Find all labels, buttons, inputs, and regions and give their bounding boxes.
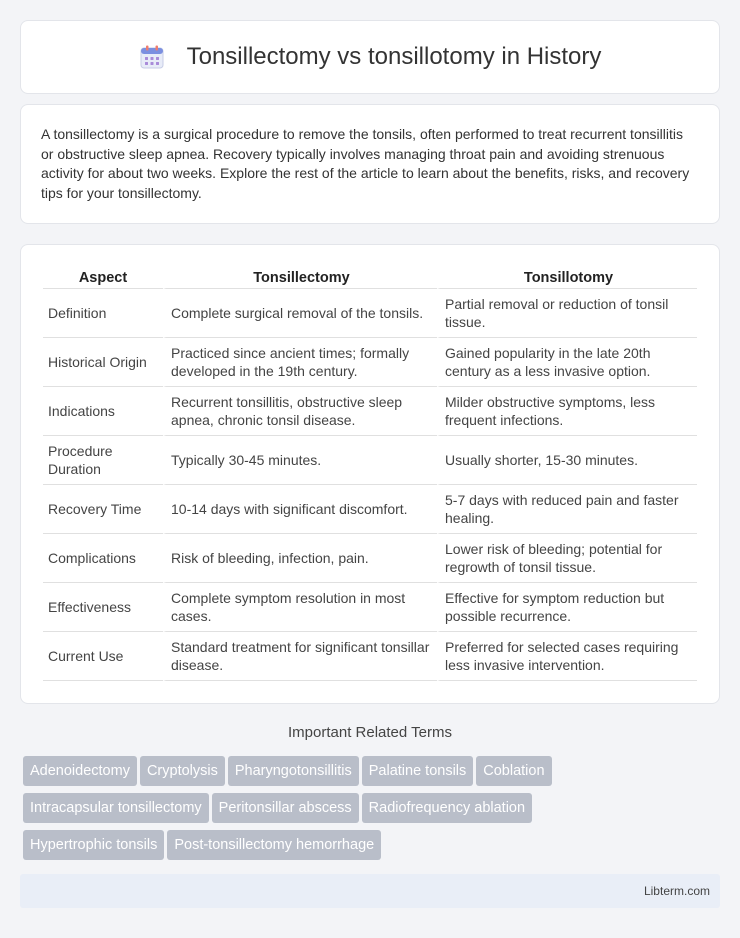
calendar-icon [139, 44, 165, 70]
table-row [43, 485, 697, 534]
row-tonsillotomy: 5-7 days with reduced pain and faster healing. [437, 485, 697, 534]
row-tonsillotomy: Usually shorter, 15-30 minutes. [437, 436, 697, 485]
table-row [43, 387, 697, 436]
row-aspect: Historical Origin [43, 338, 163, 387]
table-row [43, 583, 697, 632]
row-tonsillotomy: Preferred for selected cases requiring less invasive intervention. [437, 632, 697, 681]
row-aspect: Indications [43, 387, 163, 436]
table-row [43, 289, 697, 338]
row-tonsillotomy: Milder obstructive symptoms, less frequent infections. [437, 387, 697, 436]
row-aspect: Definition [43, 289, 163, 338]
related-term-tag[interactable]: Adenoidectomy [23, 756, 137, 786]
row-aspect: Complications [43, 534, 163, 583]
row-tonsillectomy: Typically 30-45 minutes. [163, 436, 437, 485]
table-row [43, 534, 697, 583]
table-row [43, 632, 697, 681]
related-term-tag[interactable]: Post-tonsillectomy hemorrhage [167, 830, 381, 860]
row-aspect: Effectiveness [43, 583, 163, 632]
row-tonsillectomy: Standard treatment for significant tonsillar disease. [163, 632, 437, 681]
row-tonsillectomy: Complete symptom resolution in most cases. [163, 583, 437, 632]
row-aspect: Procedure Duration [43, 436, 163, 485]
table-row [43, 338, 697, 387]
intro-text: A tonsillectomy is a surgical procedure to remove the tonsils, often performed to treat recurrent tonsillitis or obstructive sleep apnea. Recovery typically involves managing throat pain and avoiding strenuous activity for about two weeks. Explore the rest of the article to learn about the benefits, risks, and recovery tips for your tonsillectomy. [41, 126, 690, 201]
footer-site-link[interactable]: Libterm.com [643, 884, 710, 898]
related-term-tag[interactable]: Pharyngotonsillitis [228, 756, 359, 786]
related-terms-list [23, 756, 723, 867]
page-title: Tonsillectomy vs tonsillotomy in History [186, 43, 602, 70]
related-term-tag[interactable]: Coblation [476, 756, 551, 786]
related-term-tag[interactable]: Palatine tonsils [362, 756, 474, 786]
header-tonsillectomy: Tonsillectomy [163, 267, 437, 289]
intro-card [20, 104, 720, 224]
row-tonsillotomy: Partial removal or reduction of tonsil tissue. [437, 289, 697, 338]
related-term-tag[interactable]: Cryptolysis [140, 756, 225, 786]
header-tonsillotomy: Tonsillotomy [437, 267, 697, 289]
related-term-tag[interactable]: Radiofrequency ablation [362, 793, 532, 823]
row-tonsillectomy: Risk of bleeding, infection, pain. [163, 534, 437, 583]
title-card [20, 20, 720, 94]
row-aspect: Current Use [43, 632, 163, 681]
table-header-row [43, 267, 697, 289]
row-aspect: Recovery Time [43, 485, 163, 534]
comparison-table [43, 267, 697, 681]
related-term-tag[interactable]: Hypertrophic tonsils [23, 830, 164, 860]
row-tonsillectomy: Recurrent tonsillitis, obstructive sleep apnea, chronic tonsil disease. [163, 387, 437, 436]
row-tonsillotomy: Effective for symptom reduction but possible recurrence. [437, 583, 697, 632]
row-tonsillotomy: Gained popularity in the late 20th century as a less invasive option. [437, 338, 697, 387]
row-tonsillectomy: Practiced since ancient times; formally developed in the 19th century. [163, 338, 437, 387]
table-row [43, 436, 697, 485]
header-aspect: Aspect [43, 267, 163, 289]
related-terms-title: Important Related Terms [288, 724, 452, 741]
row-tonsillectomy: 10-14 days with significant discomfort. [163, 485, 437, 534]
row-tonsillectomy: Complete surgical removal of the tonsils. [163, 289, 437, 338]
comparison-table-card [20, 244, 720, 704]
related-term-tag[interactable]: Peritonsillar abscess [212, 793, 359, 823]
footer [20, 874, 720, 908]
row-tonsillotomy: Lower risk of bleeding; potential for regrowth of tonsil tissue. [437, 534, 697, 583]
related-term-tag[interactable]: Intracapsular tonsillectomy [23, 793, 209, 823]
